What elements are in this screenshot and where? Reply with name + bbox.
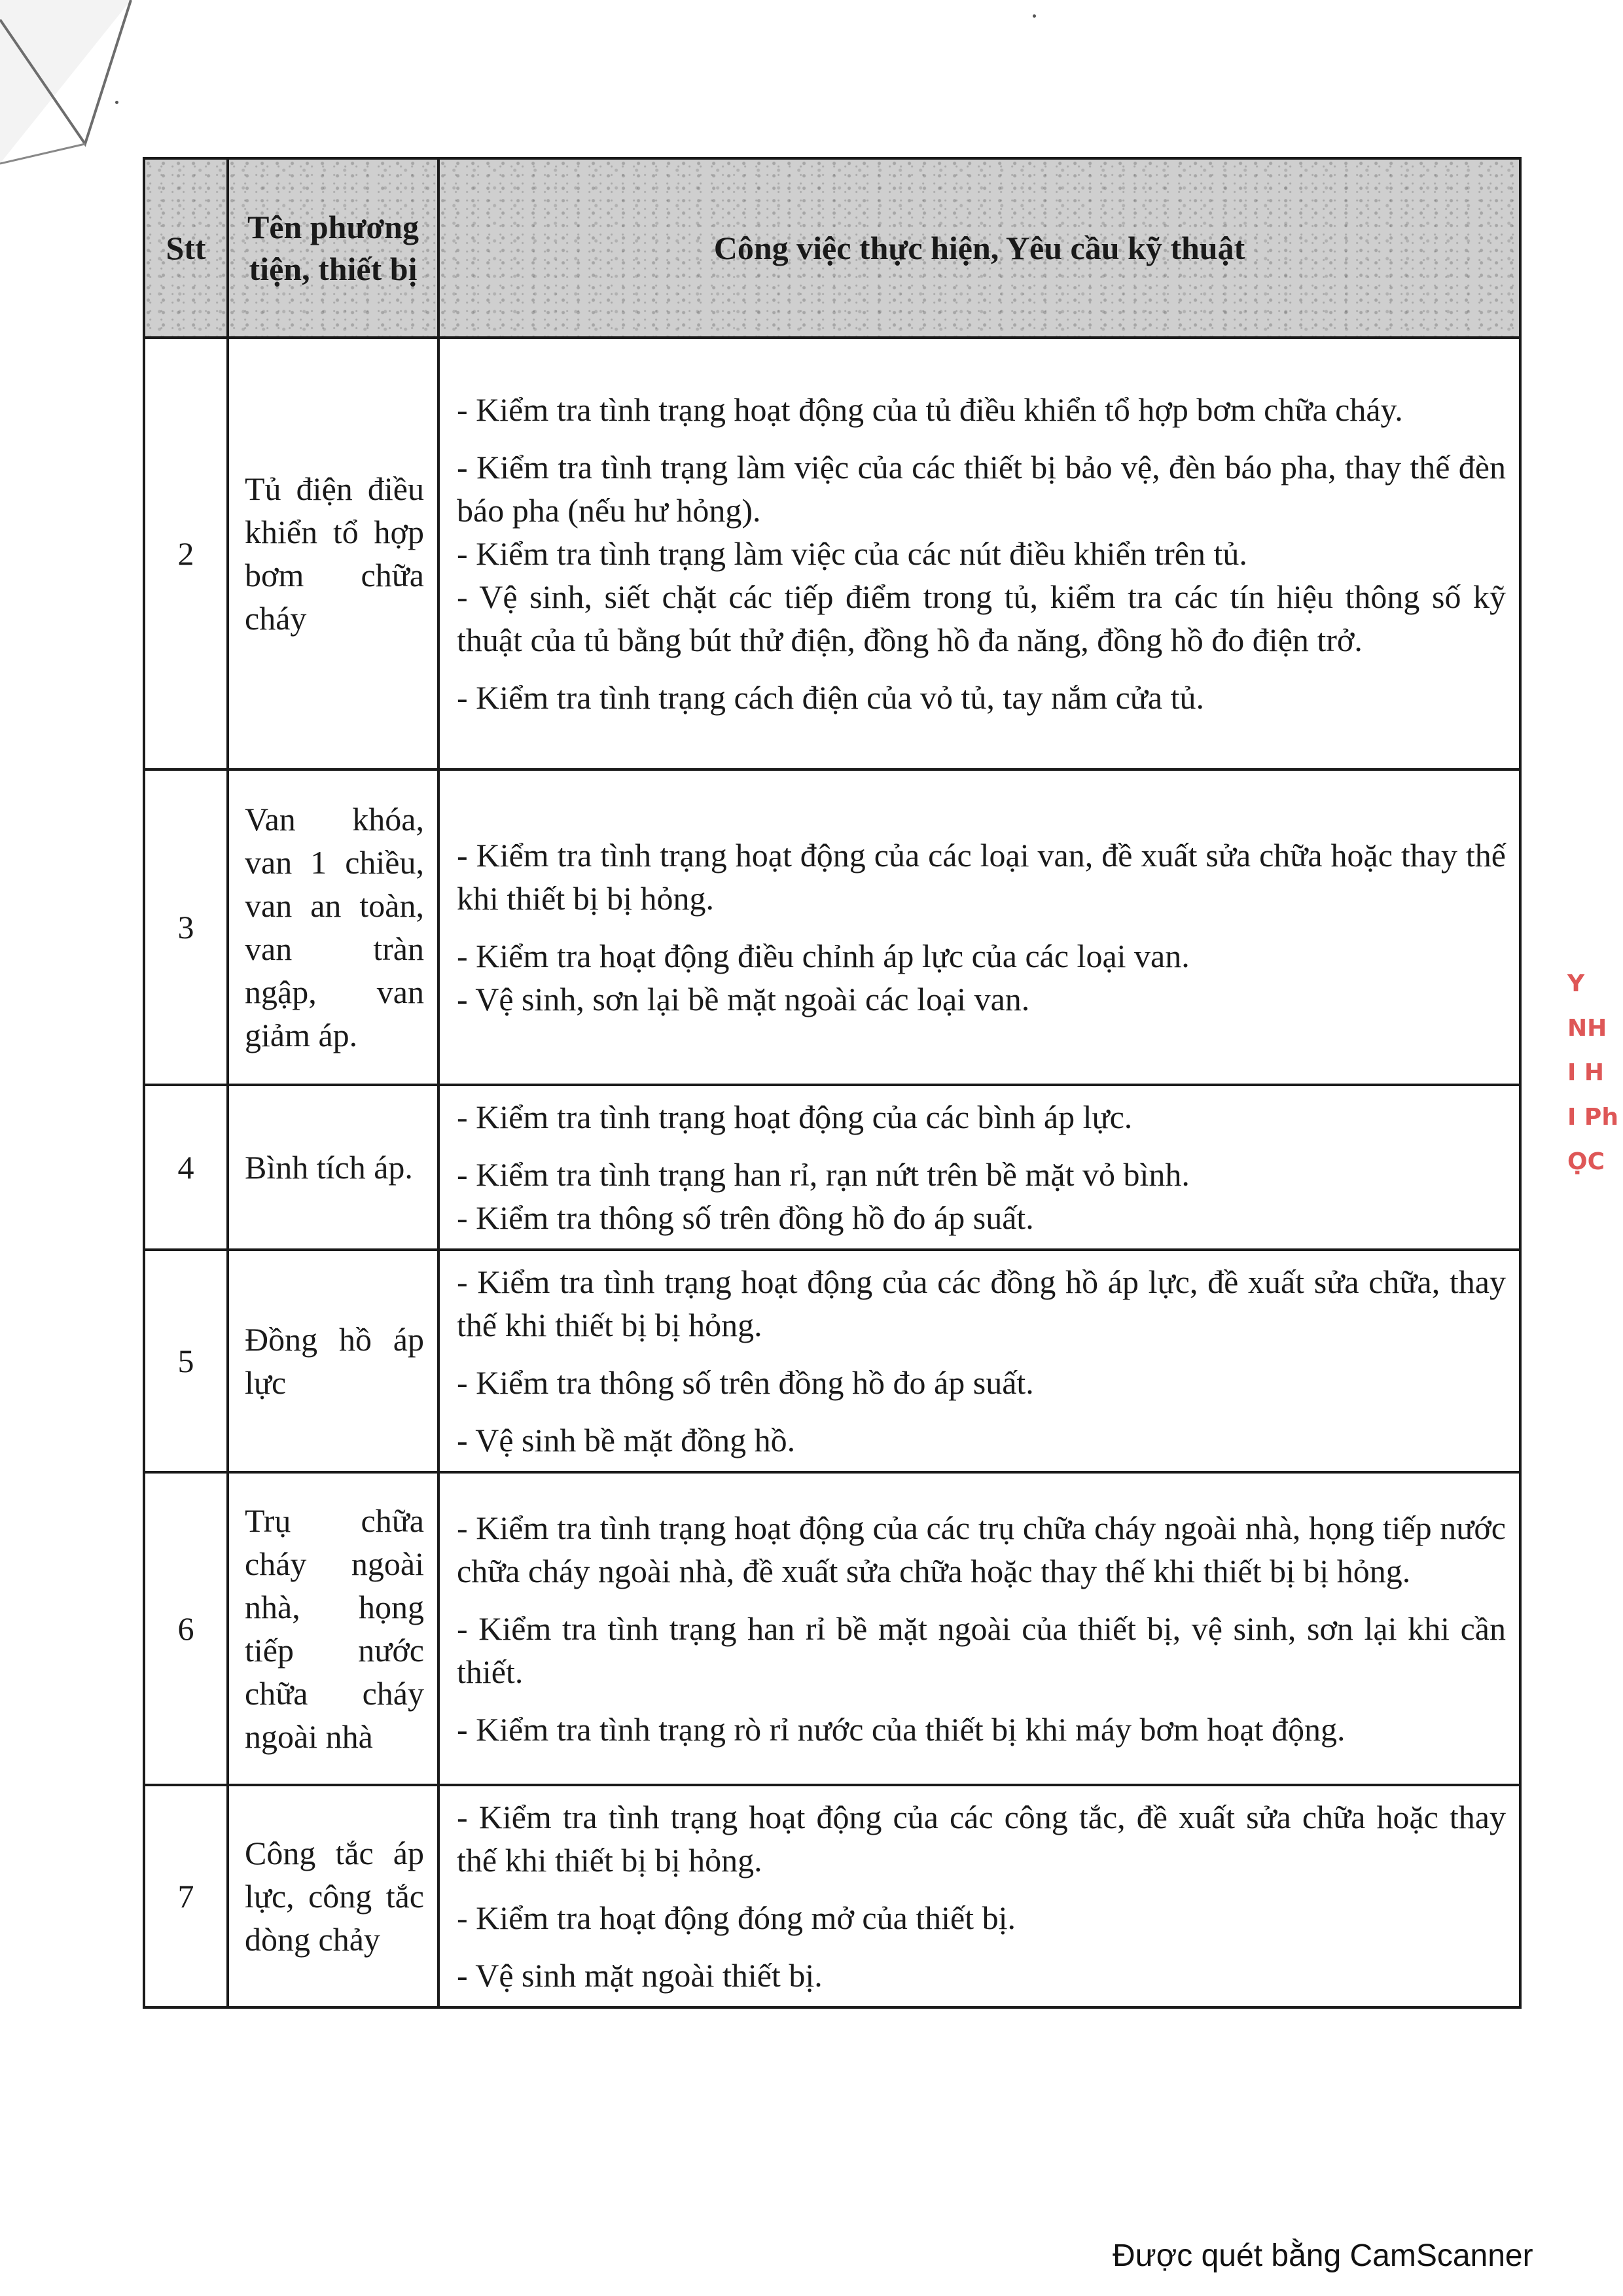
- row-stt: 5: [144, 1250, 228, 1472]
- task-item: - Kiểm tra tình trạng hoạt động của các đồng hồ áp lực, đề xuất sửa chữa, thay thế khi thiết bị bị hỏng.: [457, 1263, 1506, 1343]
- row-stt: 3: [144, 769, 228, 1085]
- row-tasks: [438, 338, 1520, 769]
- row-equipment-name: Tủ điện điều khiển tổ hợp bơm chữa cháy: [228, 338, 438, 769]
- task-item: - Vệ sinh bề mặt đồng hồ.: [457, 1422, 796, 1458]
- table-header-row: [144, 158, 1520, 338]
- row-tasks: [438, 1085, 1520, 1250]
- header-work: Công việc thực hiện, Yêu cầu kỹ thuật: [438, 158, 1520, 338]
- table-row: [144, 1250, 1520, 1472]
- row-stt: 6: [144, 1472, 228, 1785]
- task-item: - Kiểm tra tình trạng hoạt động của các trụ chữa cháy ngoài nhà, họng tiếp nước chữa cháy ngoài nhà, đề xuất sửa chữa hoặc thay thế khi thiết bị bị hỏng.: [457, 1510, 1506, 1589]
- task-item: - Kiểm tra tình trạng han rỉ, rạn nứt trên bề mặt vỏ bình.: [457, 1156, 1190, 1193]
- task-item: - Vệ sinh, siết chặt các tiếp điểm trong tủ, kiểm tra các tín hiệu thông số kỹ thuật của tủ bằng bút thử điện, đồng hồ đa năng, đồng hồ đo điện trở.: [457, 578, 1506, 658]
- task-item: - Kiểm tra tình trạng hoạt động của các loại van, đề xuất sửa chữa hoặc thay thế khi thiết bị bị hỏng.: [457, 837, 1506, 917]
- task-item: - Vệ sinh, sơn lại bề mặt ngoài các loại van.: [457, 981, 1030, 1017]
- task-item: - Kiểm tra hoạt động điều chỉnh áp lực của các loại van.: [457, 938, 1190, 974]
- task-item: - Vệ sinh mặt ngoài thiết bị.: [457, 1957, 823, 1994]
- task-item: - Kiểm tra tình trạng cách điện của vỏ tủ, tay nắm cửa tủ.: [457, 679, 1204, 716]
- task-item: - Kiểm tra tình trạng làm việc của các thiết bị bảo vệ, đèn báo pha, thay thế đèn báo pha (nếu hư hỏng).: [457, 449, 1506, 529]
- row-tasks: [438, 1472, 1520, 1785]
- row-stt: 4: [144, 1085, 228, 1250]
- table-row: [144, 769, 1520, 1085]
- scanner-watermark: Được quét bằng CamScanner: [1113, 2238, 1533, 2273]
- task-item: - Kiểm tra tình trạng hoạt động của các bình áp lực.: [457, 1099, 1133, 1135]
- stray-dot: [1033, 14, 1036, 18]
- header-name: Tên phương tiện, thiết bị: [228, 158, 438, 338]
- row-stt: 7: [144, 1785, 228, 2007]
- stray-dot: [115, 101, 118, 104]
- table-row: [144, 338, 1520, 769]
- stamp-line: NH: [1567, 1015, 1607, 1042]
- row-equipment-name: Bình tích áp.: [228, 1085, 438, 1250]
- task-item: - Kiểm tra tình trạng han rỉ bề mặt ngoài của thiết bị, vệ sinh, sơn lại khi cần thiết.: [457, 1610, 1506, 1690]
- red-stamp-fragment: [1567, 962, 1620, 1184]
- header-stt: Stt: [144, 158, 228, 338]
- row-stt: 2: [144, 338, 228, 769]
- task-item: - Kiểm tra tình trạng hoạt động của các công tắc, đề xuất sửa chữa hoặc thay thế khi thiết bị bị hỏng.: [457, 1799, 1506, 1879]
- task-item: - Kiểm tra tình trạng rò rỉ nước của thiết bị khi máy bơm hoạt động.: [457, 1711, 1346, 1748]
- task-item: - Kiểm tra hoạt động đóng mở của thiết bị.: [457, 1899, 1016, 1936]
- row-tasks: [438, 1785, 1520, 2007]
- task-item: - Kiểm tra tình trạng làm việc của các nút điều khiển trên tủ.: [457, 535, 1247, 572]
- maintenance-table: [143, 157, 1522, 2009]
- row-equipment-name: Trụ chữa cháy ngoài nhà, họng tiếp nước chữa cháy ngoài nhà: [228, 1472, 438, 1785]
- folded-corner: [0, 0, 151, 177]
- task-item: - Kiểm tra tình trạng hoạt động của tủ điều khiển tổ hợp bơm chữa cháy.: [457, 391, 1403, 428]
- table-row: [144, 1085, 1520, 1250]
- row-tasks: [438, 1250, 1520, 1472]
- task-item: - Kiểm tra thông số trên đồng hồ đo áp suất.: [457, 1199, 1034, 1236]
- task-item: - Kiểm tra thông số trên đồng hồ đo áp suất.: [457, 1364, 1034, 1401]
- table-row: [144, 1785, 1520, 2007]
- row-equipment-name: Công tắc áp lực, công tắc dòng chảy: [228, 1785, 438, 2007]
- row-equipment-name: Van khóa, van 1 chiều, van an toàn, van tràn ngập, van giảm áp.: [228, 769, 438, 1085]
- stamp-line: Y: [1567, 970, 1585, 997]
- row-equipment-name: Đồng hồ áp lực: [228, 1250, 438, 1472]
- table-row: [144, 1472, 1520, 1785]
- stamp-line: I H: [1567, 1059, 1605, 1086]
- stamp-line: I Ph: [1567, 1104, 1618, 1131]
- stamp-line: ỌC: [1567, 1148, 1605, 1175]
- row-tasks: [438, 769, 1520, 1085]
